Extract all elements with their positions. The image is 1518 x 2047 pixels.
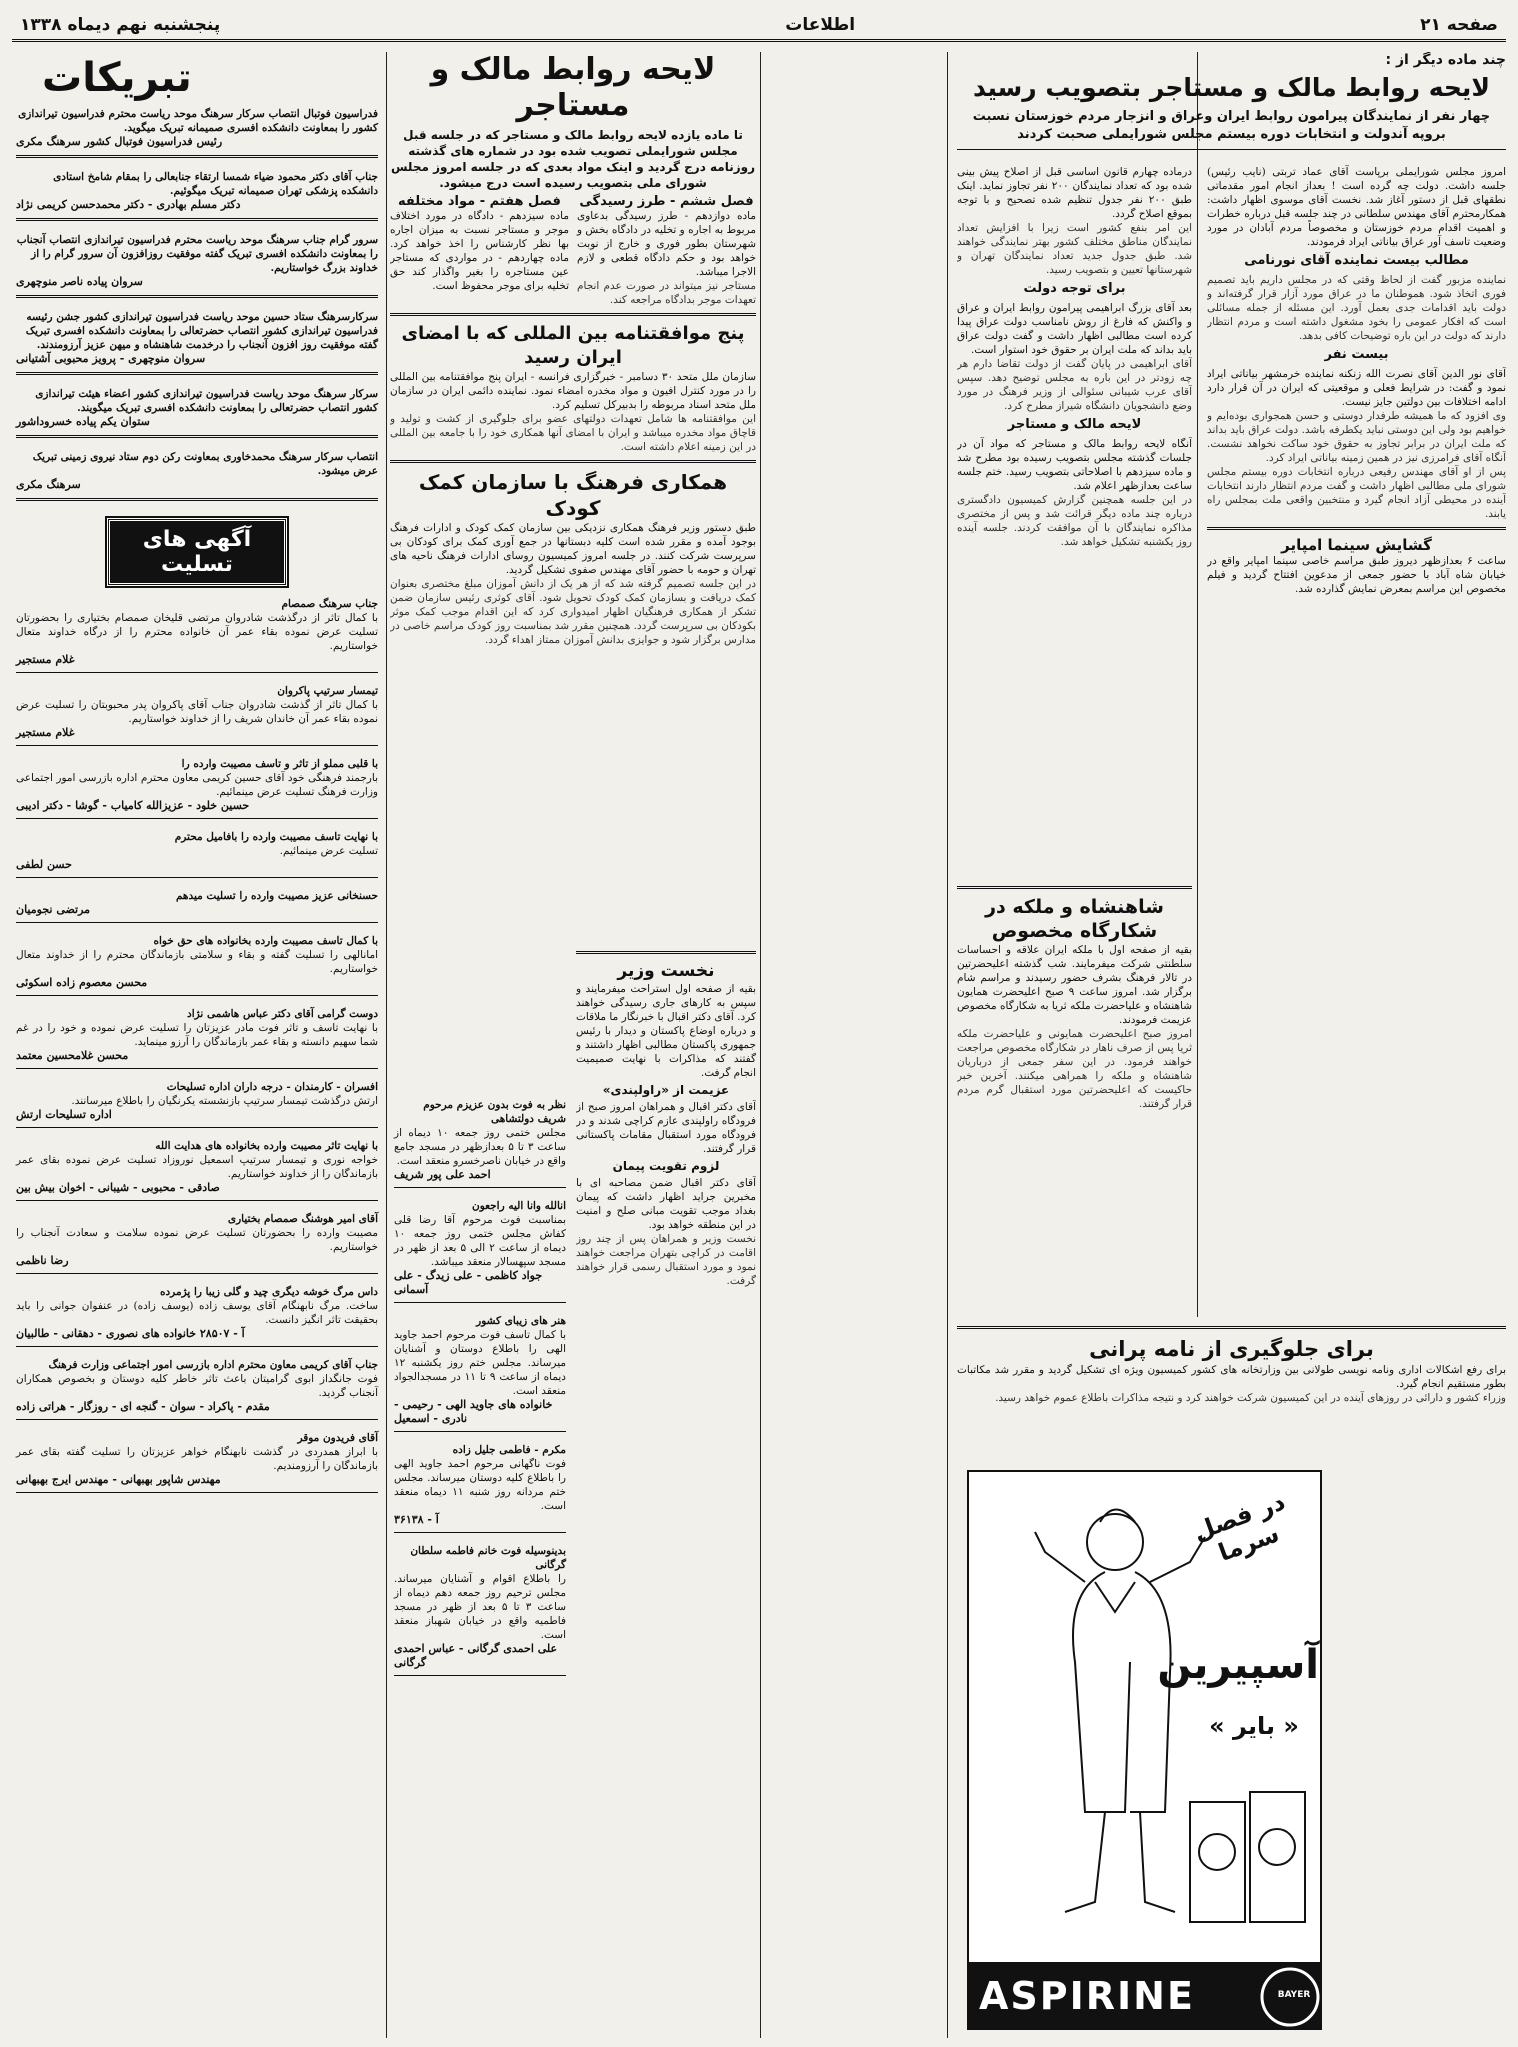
notice-signature: محسن معصوم زاده اسکوئی	[16, 976, 148, 989]
article-body-2: آقای نور الدین آقای نصرت الله زنکنه نماینده خرمشهر بیاناتی ایراد نمود و گفت: در شرایط فعلی و موقعیتی که ایران در آن قرار دارد ادامه اختلافات بین دولتین جایز نیست.	[1207, 368, 1506, 408]
pm-article: نخست وزیر بقیه از صفحه اول استراحت میفرمایند و سپس به کارهای جاری رسیدگی خواهند کرد. آقای دکتر اقبال با خبرنگار ما ملاقات و درباره اوضاع پاکستان و دیدار با رئیس جمهوری پاکستان مطالبی اظهار داشتند و گفتند که مذاکرات با نهایت صمیمیت انجام گرفت. عزیمت از «راولپندی» آقای دکتر اقبال و همراهان امروز صبح از فرودگاه راولپندی عازم کراچی شدند و در فرودگاه مورد استقبال مقامات پاکستانی قرار گرفتند. لزوم تقویت پیمان آقای دکتر اقبال ضمن مصاحبه ای با مخبرین جراید اظهار داشت که پیمان بغداد موجب تقویت مبانی صلح و امنیت در این منطقه خواهد بود. نخست وزیر و همراهان پس از چند روز اقامت در کراچی بتهران مراجعت خواهند نمود و مورد استقبال رسمی قرار خواهند گرفت.	[576, 945, 756, 1685]
notice-item	[12, 1355, 382, 1428]
newspaper-page	[12, 10, 1506, 2038]
notice-signature: مهندس شاپور بهبهانی - مهندس ایرج بهبهانی	[16, 1473, 221, 1486]
notice-item	[12, 681, 382, 754]
notice-item	[12, 1282, 382, 1355]
notice-signature: اداره تسلیحات ارتش	[16, 1108, 112, 1121]
notice-item	[12, 594, 382, 681]
article-body-5: آنگاه لایحه روابط مالک و مستاجر که مواد آن در جلسات گذشته مجلس بتصویب رسیده بود مطرح شد و ماده سیزدهم با اصلاحاتی بتصویب رسید. ختم جلسه ساعت بعدازظهر اعلام شد.	[957, 438, 1192, 492]
condolence-ads-banner: آگهی های تسلیت	[107, 518, 287, 586]
notice-signature: آ - ۲۸۵۰۷ خانواده های نصوری - دهقانی - طالبیان	[16, 1327, 245, 1340]
notice-item	[390, 1095, 570, 1196]
ad-bayer-logo: BAYER	[1277, 1990, 1311, 2000]
notice-signature: خانواده های جاوید الهی - رحیمی - نادری - اسمعیل	[394, 1398, 553, 1425]
notice-text: مصیبت وارده را بحضورتان تسلیت عرض نموده سلامت و سعادت آنجناب را خواستاریم.	[16, 1227, 378, 1253]
notice-item	[12, 754, 382, 827]
notice-signature: غلام مستجیر	[16, 653, 75, 666]
notice-title: انالله وانا الیه راجعون	[471, 1200, 566, 1212]
ad-brand-quote: « بایر »	[1209, 1712, 1299, 1740]
congrats-text: جناب آقای دکتر محمود ضیاء شمسا ارتقاء جنابعالی را بمقام شامخ استادی دانشکده پزشکی تهران صمیمانه تبریک میگوئیم.	[53, 171, 378, 197]
tenancy-body-1: ماده دوازدهم - طرز رسیدگی بدعاوی مربوط به اجاره و تخلیه در دادگاه بخش و شهرستان بطور فوری و خارج از نوبت خواهد بود و حکم دادگاه قطعی و لازم الاجرا میباشد.	[577, 210, 756, 278]
notice-item	[390, 1196, 570, 1311]
notice-title: جناب آقای کریمی معاون محترم اداره بازرسی امور اجتماعی وزارت فرهنگ	[48, 1359, 378, 1371]
notice-signature: علی احمدی گرگانی - عباس احمدی گرگانی	[394, 1642, 558, 1669]
article-body-3: درماده چهارم قانون اساسی قبل از اصلاح پیش بینی شده بود که تعداد نمایندگان ۲۰۰ نفر تجاوز نماید. اینک طبق ۲۰۰ نفر جدول تنظیم شده تصحیح و با توجه بموقع اصلاح گردد.	[957, 166, 1192, 220]
notice-text: امانالهی را تسلیت گفته و بقاء و سلامتی بازماندگان محترم را از خداوند متعال خواستاریم.	[16, 949, 378, 975]
congrats-text: فدراسیون فوتبال انتصاب سرکار سرهنگ موحد ریاست محترم فدراسیون تیراندازی کشور را بمعاونت دانشکده افسری صمیمانه تبریک میگوید.	[18, 108, 378, 134]
congrats-signature: سروان پیاده ناصر منوچهری	[16, 275, 143, 288]
notice-title: نظر به فوت بدون عزیزم مرحوم شریف دولتشاهی	[423, 1099, 566, 1125]
article-subhead-1: مطالب بیست نماینده آقای نورنامی	[1244, 253, 1469, 268]
notice-item	[390, 1440, 570, 1541]
congrats-text: سرکار سرهنگ موحد ریاست فدراسیون تیراندازی کشور اعضاء هیئت تیراندازی کشور انتصاب حضرتعالی را بمعاونت دانشکده افسری تبریک میگویند.	[35, 388, 378, 414]
notice-title: بدینوسیله فوت خانم فاطمه سلطان گرگانی	[410, 1545, 566, 1571]
cinema-headline: گشایش سینما امپایر	[1281, 536, 1432, 554]
cinema-body: ساعت ۶ بعدازظهر دیروز طبق مراسم خاصی سینما امپایر واقع در خیابان شاه آباد با حضور جمعی از مدعوین افتتاح گردید و فیلم مخصوص این مراسم بمعرض نمایش گذارده شد.	[1207, 555, 1506, 595]
notice-text: را باطلاع اقوام و آشنایان میرساند. مجلس ترحیم روز جمعه دهم دیماه از ساعت ۳ تا ۵ بعد از ظهر در مسجد فاطمیه واقع در خیابان شهباز منعقد است.	[394, 1573, 566, 1641]
notice-item	[12, 1077, 382, 1136]
congrats-item	[12, 230, 382, 307]
notice-signature: مرتضی نجومیان	[16, 903, 91, 916]
congrats-item	[12, 307, 382, 384]
notice-title: هنر های زیبای کشور	[476, 1315, 566, 1327]
pm-subhead-departure: عزیمت از «راولپندی»	[602, 1083, 730, 1097]
congrats-title: تبریکات	[42, 55, 192, 101]
opium-headline: پنج موافقتنامه بین المللی که با امضای ایران رسید	[401, 323, 745, 368]
tenancy-body-2: ماده سیزدهم - دادگاه در مورد اختلاف موجر و مستاجر نسبت به میزان اجاره بها نظر کارشناس را اخذ خواهد کرد. ماده چهاردهم - در مواردی که مستاجر عین مستاجره را بغیر واگذار کند حق تخلیه برای موجر محفوظ است.	[390, 210, 569, 292]
tenancy-section-7: فصل هفتم - مواد مختلفه	[398, 194, 561, 209]
article-subhead-3: برای توجه دولت	[1023, 281, 1126, 296]
shah-article: شاهنشاه و ملکه در شکارگاه مخصوص بقیه از صفحه اول با ملکه ایران علاقه و احساسات سلطنتی شرکت میفرمایند. شب گذشته اعلیحضرتین در تالار فرهنگ بشرف حضور رسیدند و مراسم شام برگزار شد. امروز ساعت ۹ صبح اعلیحضرت همایون شاهنشاه و علیاحضرت ملکه ثریا به شکارگاه مخصوص عزیمت فرمودند. امروز صبح اعلیحضرت همایونی و علیاحضرت ملکه ثریا پس از صرف ناهار در شکارگاه مخصوص مراجعت خواهند فرمود. در این سفر جمعی از درباریان شاهنشاه و ملکه را همراهی میکنند. آخرین خبر حاکیست که اعلیحضرتین مورد استقبال گرم مردم قرار گرفتند.	[957, 880, 1192, 1310]
letters-article: برای جلوگیری از نامه پرانی برای رفع اشکالات اداری ونامه نویسی طولانی بین وزارتخانه های کشور کمیسیون ویژه ای تشکیل گردید و مقرر شد مکاتبات بطور مستقیم انجام گیرد. وزراء کشور و دارائی در روزهای آینده در این کمیسیون شرکت خواهند کرد و نتیجه مذاکرات باطلاع عموم خواهد رسید.	[957, 1320, 1506, 1470]
notice-title: تیمسار سرتیپ پاکروان	[277, 685, 378, 697]
letters-body: برای رفع اشکالات اداری ونامه نویسی طولانی بین وزارتخانه های کشور کمیسیون ویژه ای تشکیل گردید و مقرر شد مکاتبات بطور مستقیم انجام گیرد.	[957, 1364, 1506, 1390]
notice-title: آقای امیر هوشنگ صمصام بختیاری	[227, 1213, 378, 1225]
notice-item	[390, 1541, 570, 1684]
tenancy-section-6: فصل ششم - طرز رسیدگی	[579, 194, 754, 209]
article-col-a: امروز مجلس شورایملی برپاست آقای عماد تربتی (نایب رئیس) جلسه داشت. دولت چه گرده است ! بعداز انجام امور مقدماتی نطقهای قبل از دستور آغاز شد. نخست آقای موسوی اظهار داشت: همکارمحترم آقای مهندس سلطانی در چند جلسه قبل درباره خطرات و اهمیت اقدام مردم خوزستان و مخصوصاً مردم آبادان در مورد وضعیت تاسف آور عراق بیاناتی ایراد فرمودند. مطالب بیست نماینده آقای نورنامی نماینده مزبور گفت از لحاظ وقتی که در مجلس داریم باید تصمیم فوری اتخاذ شود. هموطنان ما در عراق مورد آزار قرار گرفته‌اند و دولت باید اقدامات جدی بعمل آورد. این مسئله از جمله مسائلی است که افکار عمومی را بخود مشغول داشته است و مردم انتظار دارند که دولت در این باره توضیحات کافی بدهد. بیست نفر آقای نور الدین آقای نصرت الله زنکنه نماینده خرمشهر بیاناتی ایراد نمود و گفت: در شرایط فعلی و موقعیتی که ایران در آن قرار دارد ادامه اختلافات بین دولتین جایز نیست. وی افزود که ما همیشه طرفدار دوستی و حسن همجواری بوده‌ایم و خواهیم بود ولی این دوستی نباید یکطرفه باشد. دولت عراق باید بداند که ملت ایران در برابر تجاوز به حقوق خود ساکت نخواهد نشست. آنگاه آقای فرامرزی نیز در همین زمینه بیاناتی ایراد کرد. پس از او آقای مهندس رفیعی درباره انتخابات دوره بیستم مجلس شورای ملی مطالبی اظهار داشت و گفت مردم انتظار دارند انتخابات آینده در محیطی آزاد انجام گیرد و منتخبین واقعی ملت بمجلس راه یابند. گشایش سینما امپایر ساعت ۶ بعدازظهر دیروز طبق مراسم خاصی سینما امپایر واقع در خیابان شاه آباد با حضور جمعی از مدعوین افتتاح گردید و فیلم مخصوص این مراسم بمعرض نمایش گذارده شد.	[1207, 166, 1506, 595]
notice-item	[12, 931, 382, 1004]
notice-title: جناب سرهنگ صمصام	[281, 598, 378, 610]
congrats-item	[12, 384, 382, 447]
ad-top-text: در فصل سرما	[1189, 1487, 1289, 1567]
pm-subhead-pact: لزوم تقویت پیمان	[612, 1159, 720, 1173]
notice-text: بارجمند فرهنگی خود آقای حسین کریمی معاون محترم اداره بازرسی امور اجتماعی وزارت فرهنگ تسلیت عرض مینمائیم.	[16, 772, 378, 798]
notice-signature: صادقی - محبوبی - شیبانی - اخوان بیش بین	[16, 1181, 220, 1194]
notice-item	[12, 886, 382, 931]
article-col-b: درماده چهارم قانون اساسی قبل از اصلاح پیش بینی شده بود که تعداد نمایندگان ۲۰۰ نفر تجاوز نماید. اینک طبق ۲۰۰ نفر جدول تنظیم شده تصحیح و با توجه بموقع اصلاح گردد. این امر بنفع کشور است زیرا با افزایش تعداد نمایندگان مناطق مختلف کشور بهتر نمایندگی خواهند شد. طبق جدول جدید تعداد نمایندگان تهران و شهرستانها تعیین و بتصویب رسید. برای توجه دولت بعد آقای بزرگ ابراهیمی پیرامون روابط ایران و عراق و واکنش که فارغ از روش نامناسب دولت عراق پیدا کرده است مطالبی اظهار داشت و گفت دولت عراق باید بداند که ملت ایران بر حقوق خود استوار است. آقای ابراهیمی در پایان گفت از دولت تقاضا دارم هر چه زودتر در این باره به مجلس توضیح دهد. سپس آقای عرب شیبانی سئوالی از وزیر فرهنگ در مورد وضع دانشجویان دانشگاه شیراز مطرح کرد. لایحه مالک و مستاجر آنگاه لایحه روابط مالک و مستاجر که مواد آن در جلسات گذشته مجلس بتصویب رسیده بود مطرح شد و ماده سیزدهم با اصلاحاتی بتصویب رسید. ختم جلسه ساعت بعدازظهر اعلام شد. در این جلسه همچنین گزارش کمیسیون دادگستری درباره چند ماده دیگر قرائت شد و پس از مختصری مذاکره نمایندگان با آن موافقت کردند. جلسه آینده روز یکشنبه تشکیل خواهد شد.	[957, 166, 1192, 548]
tenancy-lead: تا ماده یازده لایحه روابط مالک و مستاجر که در جلسه قبل مجلس شورایملی تصویب شده بود در شماره های گذشته روزنامه درج گردید و اینک مواد بعدی که در جلسه امروز مجلس شورای ملی بتصویب رسیده است درج میشود.	[390, 128, 756, 190]
page-header	[12, 10, 1506, 42]
notice-text: تسلیت عرض مینمائیم.	[279, 845, 378, 857]
notice-text: فوت جانگداز ابوی گرامیتان باعث تاثر خاطر کلیه دوستان و بخصوص همکاران آنجناب گردید.	[16, 1373, 378, 1399]
notice-signature: حسن لطفی	[16, 858, 72, 871]
notice-signature: آ - ۳۶۱۳۸	[394, 1513, 439, 1526]
congrats-item	[12, 167, 382, 230]
notice-signature: غلام مستجیر	[16, 726, 75, 739]
notice-item	[390, 1311, 570, 1440]
notice-text: بمناسبت فوت مرحوم آقا رضا قلی کفاش مجلس ختمی روز جمعه ۱۰ دیماه از ساعت ۲ الی ۵ بعد از ظهر در مسجد سپهسالار منعقد میباشد.	[394, 1214, 566, 1268]
pm-body-3: آقای دکتر اقبال ضمن مصاحبه ای با مخبرین جراید اظهار داشت که پیمان بغداد موجب تقویت مبانی صلح و امنیت در این منطقه خواهد بود.	[576, 1177, 756, 1231]
congrats-signature: ستوان یکم پیاده خسروداشور	[16, 415, 150, 428]
notice-text: با نهایت تاسف و تاثر فوت مادر عزیزتان را تسلیت عرض نموده و خود را در غم شما سهیم دانسته و بقاء عمر بازماندگان را آرزو مینماید.	[16, 1022, 378, 1048]
notice-title: حسنخانی عزیز مصیبت وارده را تسلیت میدهم	[175, 890, 378, 902]
notice-signature: حسین خلود - عزیزالله کامیاب - گوشا - دکتر ادیبی	[16, 799, 250, 812]
ad-latin-name: ASPIRINE	[979, 1974, 1195, 2018]
notice-item	[12, 827, 382, 886]
notice-text: با کمال تاثر از درگذشت شادروان مرتضی قلیخان صمصام بختیاری را بحضورتان تسلیت عرض نموده بقاء عمر آن خانواده محترم را از درگاه خداوند متعال خواستاریم.	[16, 612, 378, 652]
congrats-item	[12, 104, 382, 167]
kicker: چند ماده دیگر از :	[1385, 52, 1506, 68]
notice-signature: احمد علی پور شریف	[394, 1168, 491, 1181]
opium-body: سازمان ملل متحد ۳۰ دسامبر - خبرگزاری فرانسه - ایران پنج موافقتنامه بین المللی را در مورد کنترل افیون و مواد مخدره امضاء نمود. نماینده دائمی ایران در سازمان ملل متحد اسناد مربوطه را بدبیرکل تسلیم کرد.	[390, 371, 756, 411]
middle-condolence-list	[390, 1095, 570, 2045]
notice-text: خواجه نوری و تیمسار سرتیپ اسمعیل نوروزاد تسلیت عرض نموده بقای عمر بازماندگان را از خداوند خواستاریم.	[16, 1154, 378, 1180]
notice-text: فوت ناگهانی مرحوم احمد جاوید الهی را باطلاع کلیه دوستان میرساند. مجلس ختم مردانه روز شنبه ۱۱ دیماه منعقد است.	[394, 1458, 566, 1512]
pm-body: بقیه از صفحه اول استراحت میفرمایند و سپس به کارهای جاری رسیدگی خواهند کرد. آقای دکتر اقبال با خبرنگار ما ملاقات و درباره اوضاع پاکستان و دیدار با رئیس جمهوری پاکستان مطالبی اظهار داشتند و گفتند که مذاکرات با نهایت صمیمیت انجام گرفت.	[576, 983, 756, 1079]
article-subhead-2: بیست نفر	[1324, 347, 1389, 362]
article-body-1: امروز مجلس شورایملی برپاست آقای عماد تربتی (نایب رئیس) جلسه داشت. دولت چه گرده است ! بعداز انجام امور مقدماتی نطقهای قبل از دستور آغاز شد. نخست آقای موسوی اظهار داشت: همکارمحترم آقای مهندس سلطانی در چند جلسه قبل درباره خطرات و اهمیت اقدام مردم خوزستان و مخصوصاً مردم آبادان در مورد وضعیت تاسف آور عراق بیاناتی ایراد فرمودند.	[1207, 166, 1506, 248]
notice-signature: رضا ناظمی	[16, 1254, 69, 1267]
notice-text: با کمال تاسف فوت مرحوم احمد جاوید الهی را باطلاع دوستان و آشنایان میرساند. مجلس ختم روز یکشنبه ۱۲ دیماه از ساعت ۹ تا ۱۱ در مسجدالجواد منعقد است.	[394, 1329, 566, 1397]
notice-title: آقای فریدون موقر	[297, 1432, 378, 1444]
notice-text: با ابراز همدردی در گذشت نابهنگام خواهر عزیزتان را تسلیت گفته بقای عمر بازماندگان را آرزومندیم.	[16, 1446, 378, 1472]
notice-title: افسران - کارمندان - درجه داران اداره تسلیحات	[166, 1081, 378, 1093]
notice-title: دوست گرامی آقای دکتر عباس هاشمی نژاد	[187, 1008, 378, 1020]
aspirin-ad-illustration	[967, 1472, 1320, 2030]
shah-body: بقیه از صفحه اول با ملکه ایران علاقه و احساسات سلطنتی شرکت میفرمایند. شب گذشته اعلیحضرتین در تالار فرهنگ بشرف حضور رسیدند و مراسم شام برگزار شد. امروز ساعت ۹ صبح اعلیحضرت همایون شاهنشاه و علیاحضرت ملکه ثریا به شکارگاه مخصوص عزیمت فرمودند.	[957, 944, 1192, 1026]
congrats-list	[12, 104, 382, 510]
notice-text: ارتش درگذشت تیمسار سرتیپ بازنشسته یکرنگیان را باطلاع میرسانند.	[71, 1095, 378, 1107]
issue-date: پنجشنبه نهم دیماه ۱۳۳۸	[20, 14, 221, 35]
article-body-4: بعد آقای بزرگ ابراهیمی پیرامون روابط ایران و عراق و واکنش که فارغ از روش نامناسب دولت عراق پیدا کرده است مطالبی اظهار داشت و گفت دولت عراق باید بداند که ملت ایران بر حقوق خود استوار است.	[957, 302, 1192, 356]
announcements-column	[12, 52, 382, 2038]
notice-text: ساخت. مرگ نابهنگام آقای یوسف زاده (یوسف زاده) در عنفوان جوانی را باید بحقیقت تاثر انگیز دانست.	[16, 1300, 378, 1326]
letters-headline: برای جلوگیری از نامه پرانی	[1089, 1337, 1374, 1361]
congrats-signature: دکتر مسلم بهادری - دکتر محمدحسن کریمی نژاد	[16, 198, 241, 211]
pm-body-2: آقای دکتر اقبال و همراهان امروز صبح از فرودگاه راولپندی عازم کراچی شدند و در فرودگاه مورد استقبال مقامات پاکستانی قرار گرفتند.	[576, 1101, 756, 1155]
shah-headline: شاهنشاه و ملکه در شکارگاه مخصوص	[985, 896, 1164, 942]
page-number: صفحه ۲۱	[1420, 14, 1498, 35]
congrats-text: سرکارسرهنگ ستاد حسین موحد ریاست فدراسیون تیراندازی کشور جشن رئیسه فدراسیون تیراندازی کشور انتصاب حضرتعالی را بمعاونت دانشکده افسری تبریک گفته موفقیت روز افزون آنجناب را درخدمت شاهنشاه و میهن عزیز آرزومندند.	[25, 311, 378, 351]
tenancy-headline: لایحه روابط مالک و مستاجر	[430, 52, 716, 123]
notice-item	[12, 1209, 382, 1282]
notice-signature: مقدم - پاکراد - سوان - گنجه ای - روزگار - هراتی زاده	[16, 1400, 270, 1413]
middle-article-column: لایحه روابط مالک و مستاجر تا ماده یازده لایحه روابط مالک و مستاجر که در جلسه قبل مجلس شورایملی تصویب شده بود در شماره های گذشته روزنامه درج گردید و اینک مواد بعدی که در جلسه امروز مجلس شورای ملی بتصویب رسیده است درج میشود. فصل ششم - طرز رسیدگی ماده دوازدهم - طرز رسیدگی بدعاوی مربوط به اجاره و تخلیه در دادگاه بخش و شهرستان بطور فوری و خارج از نوبت خواهد بود و حکم دادگاه قطعی و لازم الاجرا میباشد. مستاجر نیز میتواند در صورت عدم انجام تعهدات موجر بدادگاه مراجعه کند. فصل هفتم - مواد مختلفه ماده سیزدهم - دادگاه در مورد اختلاف موجر و مستاجر نسبت به میزان اجاره بها نظر کارشناس را اخذ خواهد کرد. ماده چهاردهم - در مواردی که مستاجر عین مستاجره را بغیر واگذار کند حق تخلیه برای موجر محفوظ است. پنج موافقتنامه بین المللی که با امضای ایران رسید سازمان ملل متحد ۳۰ دسامبر - خبرگزاری فرانسه - ایران پنج موافقتنامه بین المللی را در مورد کنترل افیون و مواد مخدره امضاء نمود. نماینده دائمی ایران در سازمان ملل متحد اسناد مربوطه را بدبیرکل تسلیم کرد. این موافقتنامه ها شامل تعهدات دولتهای عضو برای جلوگیری از کشت و تولید و قاچاق مواد مخدره میباشد و ایران با امضای آنها همکاری خود را با جامعه بین المللی در این زمینه اعلام داشته است. همکاری فرهنگ با سازمان کمک کودک طبق دستور وزیر فرهنگ همکاری نزدیکی بین سازمان کمک کودک و ادارات فرهنگ بوجود آمده و مقرر شده است کلیه دبستانها در جمع آوری کمک برای کودکان بی سرپرست شرکت کنند. در جلسه امروز کمیسیون روسای ادارات فرهنگ ناحیه های تهران و حومه با حضور آقای مهندس صفوی تشکیل گردید. در این جلسه تصمیم گرفته شد که از هر یک از دانش آموزان مبلغ مختصری بعنوان کمک دریافت و بسازمان کمک کودک تحویل شود. آقای کوثری رئیس سازمان ضمن تشکر از همکاری فرهنگیان اظهار امیدواری کرد که این اقدام موجب کمک موثر بکودکان بی سرپرست گردد. همچنین مقرر شد بمناسبت روز کودک مراسم خاصی در مدارس برگزار شود و جوایزی بدانش آموزان ممتاز اهداء گردد.	[390, 52, 756, 646]
notice-title: داس مرگ خوشه دیگری چید و گلی زیبا را پژمرده	[159, 1286, 378, 1298]
notice-item	[12, 1428, 382, 1501]
congrats-text: انتصاب سرکار سرهنگ محمدخاوری بمعاونت رکن دوم ستاد نیروی زمینی تبریک عرض میشود.	[32, 451, 378, 477]
main-headline: لایحه روابط مالک و مستاجر بتصویب رسید	[973, 73, 1490, 102]
congrats-signature: سرهنگ مکری	[16, 478, 81, 491]
notice-text: با کمال تاثر از گذشت شادروان جناب آقای پاکروان پدر محبوبتان را تسلیت عرض نموده بقاء عمر آن خاندان شریف را از خداوند خواستاریم.	[16, 699, 378, 725]
newspaper-name: اطلاعات	[785, 14, 856, 35]
congrats-signature: رئیس فدراسیون فوتبال کشور سرهنگ مکری	[16, 135, 223, 148]
child-aid-headline: همکاری فرهنگ با سازمان کمک کودک	[418, 470, 728, 520]
article-subhead-4: لایحه مالک و مستاجر	[1007, 417, 1142, 432]
congrats-signature: سروان منوچهری - پرویز محبوبی آشتیانی	[16, 352, 206, 365]
congrats-item	[12, 447, 382, 510]
notice-text: مجلس ختمی روز جمعه ۱۰ دیماه از ساعت ۳ تا ۵ بعدازظهر در مسجد جامع واقع در خیابان ناصرخسرو منعقد است.	[394, 1127, 566, 1167]
notice-title: با قلبی مملو از تاثر و تاسف مصیبت وارده را	[181, 758, 378, 770]
notice-title: با نهایت تاسف مصیبت وارده را بافامیل محترم	[174, 831, 378, 843]
notice-title: مکرم - فاطمی جلیل زاده	[452, 1444, 566, 1456]
main-lead: چهار نفر از نمایندگان پیرامون روابط ایران وعراق و انزجار مردم خوزستان نسبت بروپه آندولت و انتخابات دوره بیستم مجلس شورایملی صحبت کردند	[972, 109, 1491, 142]
notice-signature: جواد کاظمی - علی زیدگ - علی آسمانی	[394, 1269, 543, 1296]
notice-signature: محسن غلامحسین معتمد	[16, 1049, 129, 1062]
condolence-list	[12, 594, 382, 1501]
congrats-text: سرور گرام جناب سرهنگ موحد ریاست محترم فدراسیون تیراندازی انتصاب آنجناب را بمعاونت دانشکده افسری تبریک گفته موفقیت روزافزون آن سرور گرام را از خداوند بزرگ خواستاریم.	[16, 234, 378, 274]
child-aid-body: طبق دستور وزیر فرهنگ همکاری نزدیکی بین سازمان کمک کودک و ادارات فرهنگ بوجود آمده و مقرر شده است کلیه دبستانها در جمع آوری کمک برای کودکان بی سرپرست شرکت کنند. در جلسه امروز کمیسیون روسای ادارات فرهنگ ناحیه های تهران و حومه با حضور آقای مهندس صفوی تشکیل گردید.	[390, 522, 756, 576]
notice-item	[12, 1004, 382, 1077]
ad-product-name: آسپیرین	[1157, 1642, 1319, 1688]
aspirin-ad	[967, 1470, 1322, 2030]
notice-title: با کمال تاسف مصیبت وارده بخانواده های حق خواه	[153, 935, 378, 947]
notice-title: با نهایت تاثر مصیبت وارده بخانواده های هدایت الله	[155, 1140, 378, 1152]
notice-item	[12, 1136, 382, 1209]
pm-headline: نخست وزیر	[617, 961, 715, 981]
